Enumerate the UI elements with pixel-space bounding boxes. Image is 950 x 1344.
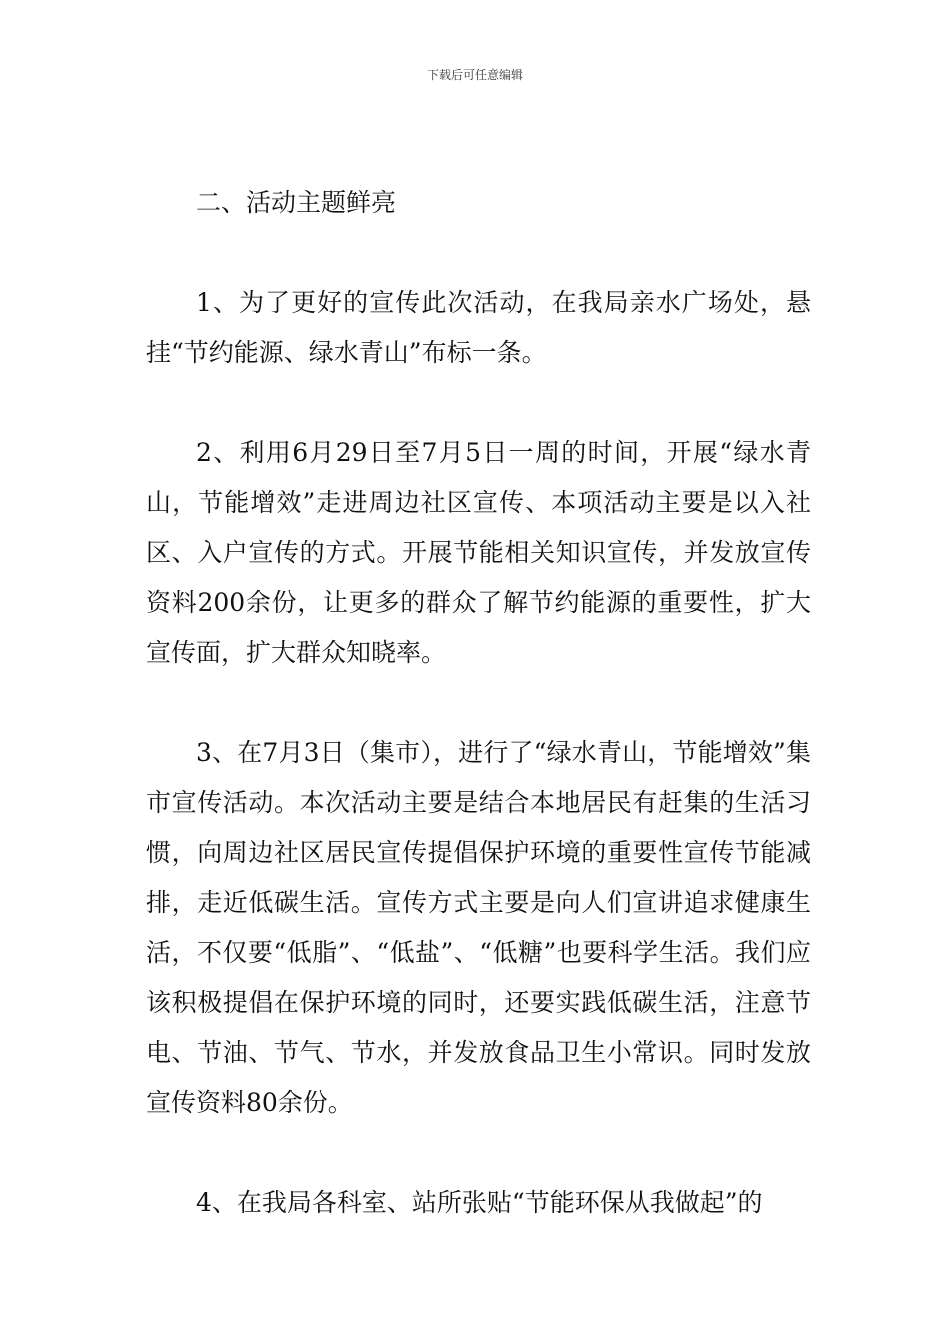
- paragraph-3: 3、在7月3日（集市），进行了“绿水青山，节能增效”集市宣传活动。本次活动主要是结合本地居民有赶集的生活习惯，向周边社区居民宣传提倡保护环境的重要性宣传节能减排，走近低碳生活。宣传方式主要是向人们宣讲追求健康生活，不仅要“低脂”、“低盐”、“低糖”也要科学生活。我们应该积极提倡在保护环境的同时，还要实践低碳生活，注意节电、节油、节气、节水，并发放食品卫生小常识。同时发放宣传资料80余份。: [146, 738, 811, 1117]
- page-header-note: 下载后可任意编辑: [426, 68, 523, 82]
- section-heading: 二、活动主题鲜亮: [196, 188, 397, 217]
- paragraph-1: 1、为了更好的宣传此次活动，在我局亲水广场处，悬挂“节约能源、绿水青山”布标一条。: [146, 288, 811, 367]
- paragraph-4: 4、在我局各科室、站所张贴“节能环保从我做起”的: [196, 1188, 763, 1217]
- document-body: [146, 178, 811, 1278]
- paragraph-2: 2、利用6月29日至7月5日一周的时间，开展“绿水青山，节能增效”走进周边社区宣传、本项活动主要是以入社区、入户宣传的方式。开展节能相关知识宣传，并发放宣传资料200余份，让更多的群众了解节约能源的重要性，扩大宣传面，扩大群众知晓率。: [146, 438, 811, 667]
